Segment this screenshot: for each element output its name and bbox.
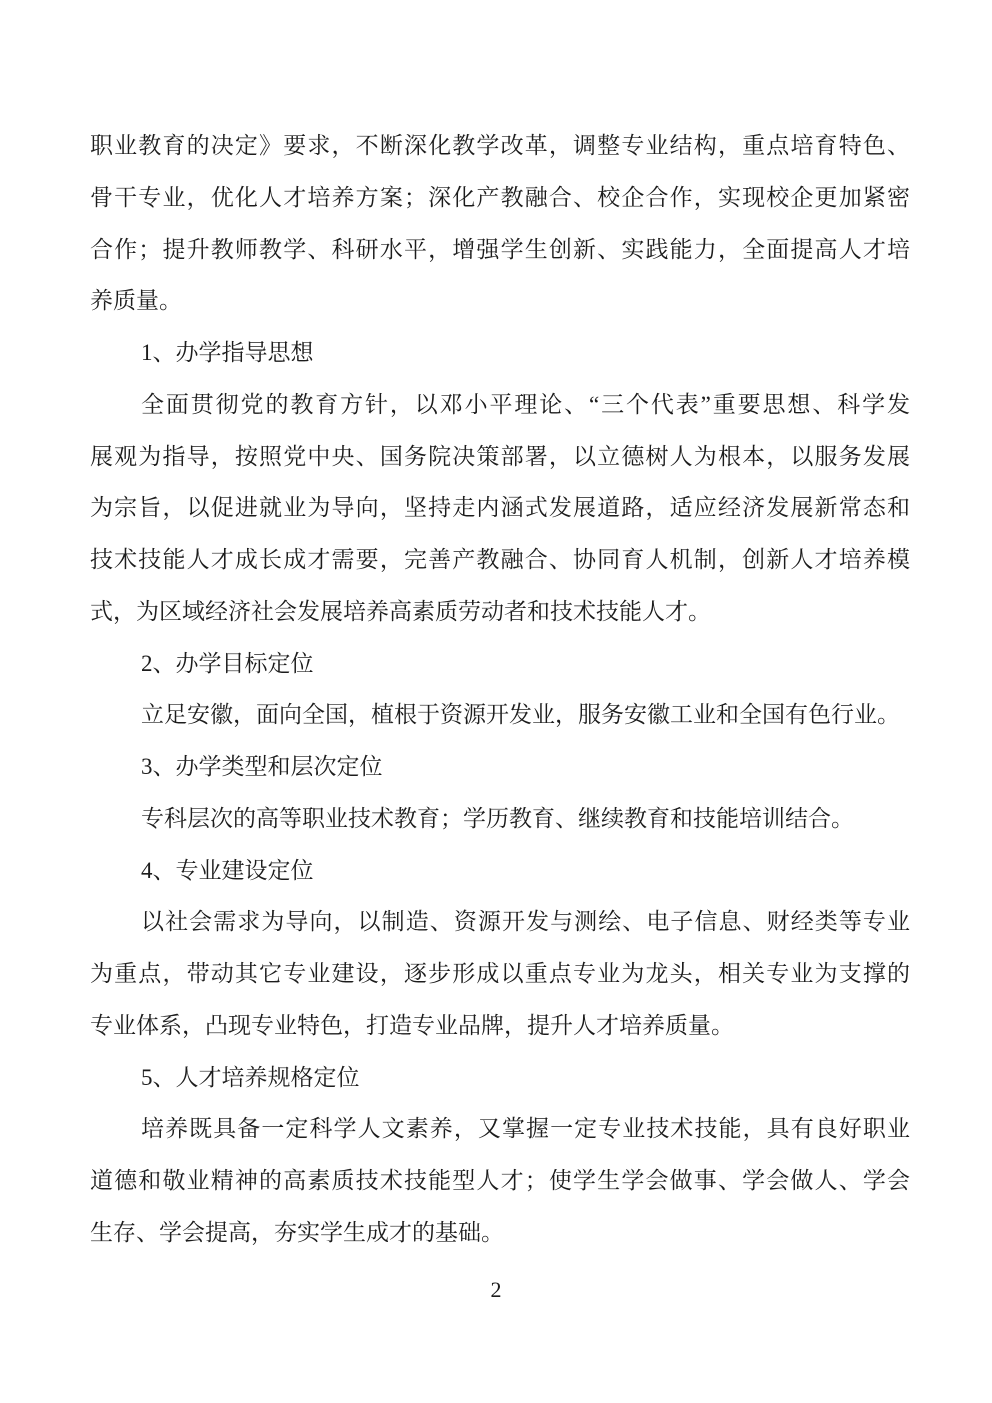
body-paragraph [90,689,910,741]
body-text-line: 道德和敬业精神的高素质技术技能型人才；使学生学会做事、学会做人、学会 [90,1168,910,1193]
page-number: 2 [490,1277,502,1302]
body-text-line: 养质量。 [90,288,182,314]
section-heading [90,1052,910,1104]
section-heading [90,845,910,897]
body-text-line: 专业体系，凸现专业特色，打造专业品牌，提升人才培养质量。 [90,1012,734,1038]
body-text-line: 展观为指导，按照党中央、国务院决策部署，以立德树人为根本，以服务发展 [90,443,910,469]
body-text-line: 生存、学会提高，夯实学生成才的基础。 [90,1219,504,1245]
body-text-line: 专科层次的高等职业技术教育；学历教育、继续教育和技能培训结合。 [141,805,854,831]
page-footer [0,1277,992,1303]
body-text-line: 立足安徽，面向全国，植根于资源开发业，服务安徽工业和全国有色行业。 [141,702,900,728]
heading-line: 3、办学类型和层次定位 [141,754,383,779]
body-text-line: 以社会需求为导向，以制造、资源开发与测绘、电子信息、财经类等专业 [141,909,910,935]
body-paragraph [90,379,910,638]
heading-line: 4、专业建设定位 [141,857,314,883]
body-text-line: 职业教育的决定》要求，不断深化教学改革，调整专业结构，重点培育特色、 [90,133,910,158]
body-text-line: 全面贯彻党的教育方针，以邓小平理论、“三个代表”重要思想、科学发 [141,391,910,417]
body-paragraph [90,1103,910,1258]
section-heading [90,327,910,379]
body-text-line: 为宗旨，以促进就业为导向，坚持走内涵式发展道路，适应经济发展新常态和 [90,495,910,521]
body-paragraph [90,896,910,1051]
document-body [90,120,910,1259]
body-text-line: 培养既具备一定科学人文素养，又掌握一定专业技术技能，具有良好职业 [141,1116,910,1142]
body-text-line: 合作；提升教师教学、科研水平，增强学生创新、实践能力，全面提高人才培 [90,236,910,262]
body-text-line: 为重点，带动其它专业建设，逐步形成以重点专业为龙头，相关专业为支撑的 [90,961,910,986]
body-text-line: 技术技能人才成长成才需要，完善产教融合、协同育人机制，创新人才培养模 [90,547,910,572]
body-paragraph [90,793,910,845]
body-paragraph [90,120,910,327]
section-heading [90,638,910,690]
section-heading [90,741,910,793]
heading-line: 5、人才培养规格定位 [141,1064,360,1090]
body-text-line: 式，为区域经济社会发展培养高素质劳动者和技术技能人才。 [90,598,711,624]
heading-line: 2、办学目标定位 [141,650,314,676]
heading-line: 1、办学指导思想 [141,340,314,365]
body-text-line: 骨干专业，优化人才培养方案；深化产教融合、校企合作，实现校企更加紧密 [90,184,910,210]
